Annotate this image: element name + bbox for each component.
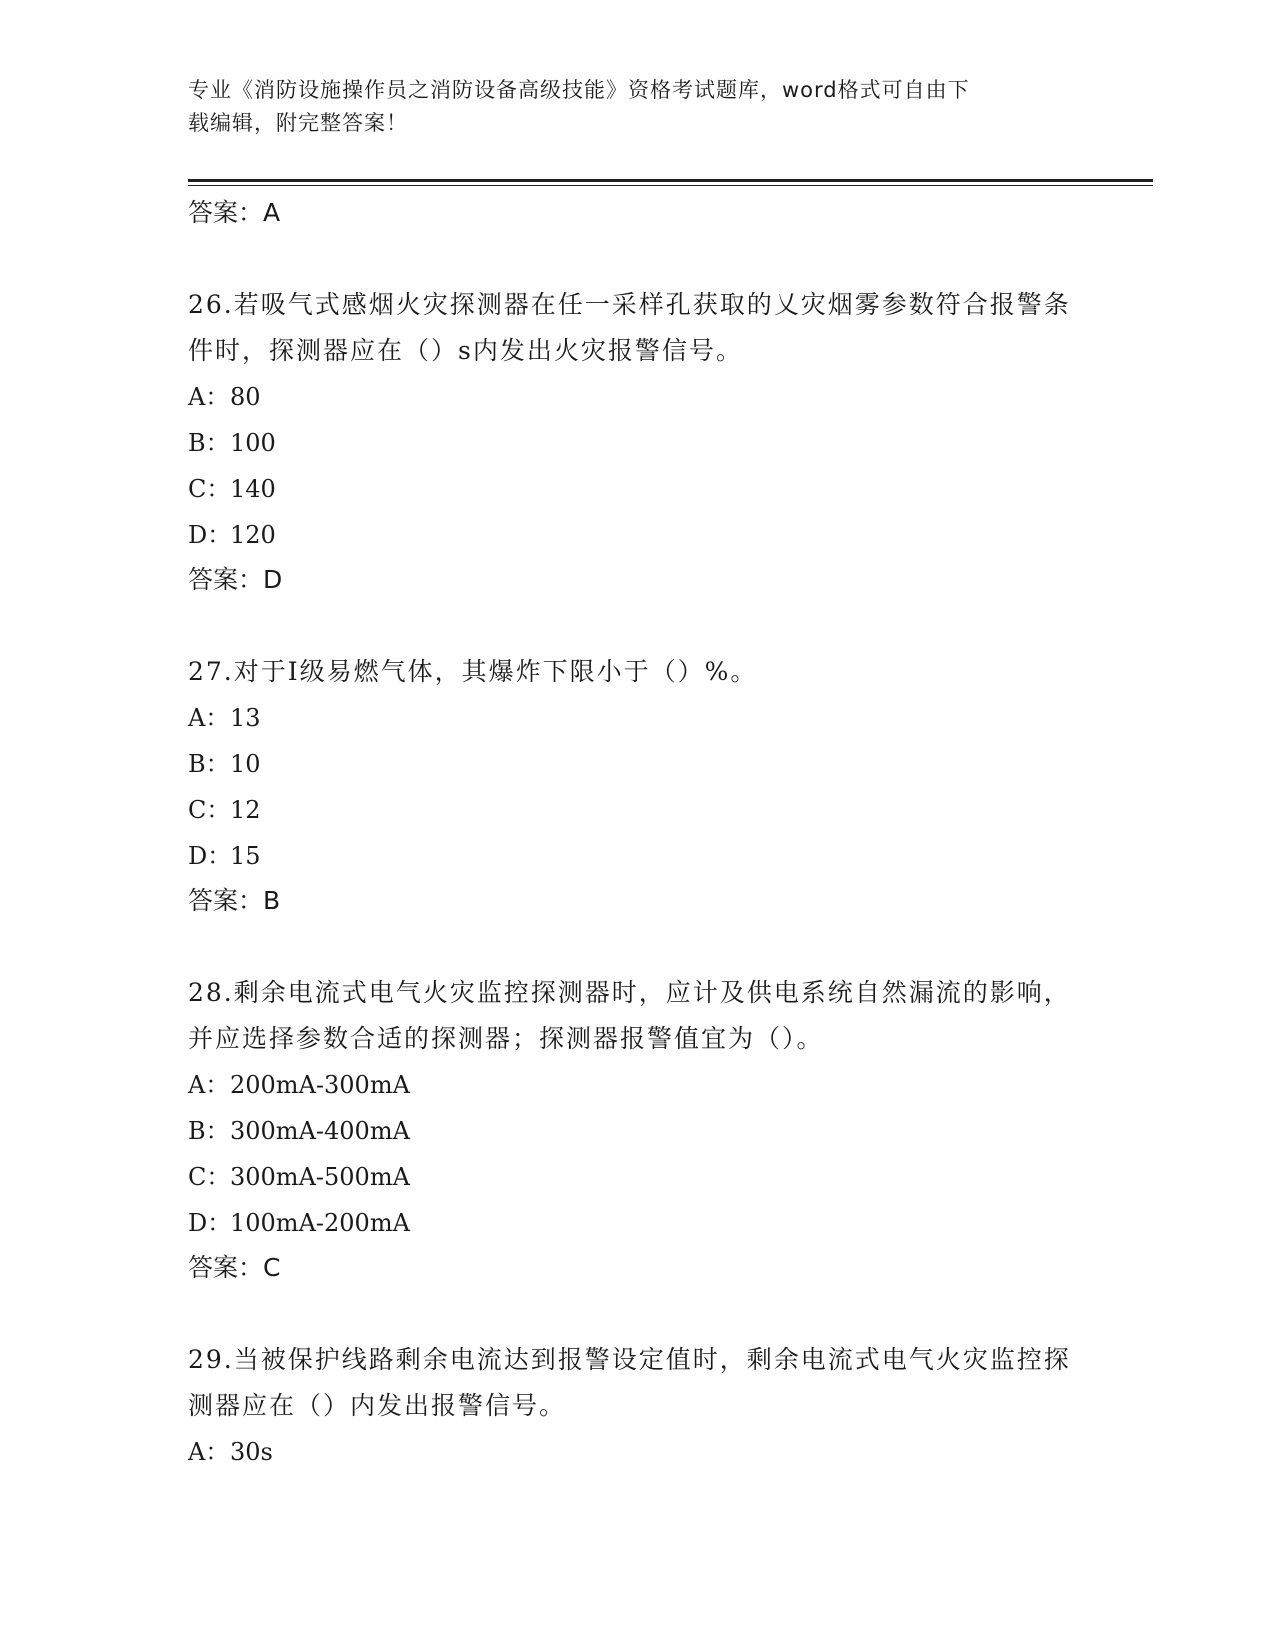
option-value: 300mA-500mA [230, 1163, 410, 1191]
header-line-2: 载编辑，附完整答案！ [188, 111, 408, 135]
header-rule-thick [188, 179, 1153, 182]
document-header [188, 74, 1068, 140]
option-value: 200mA-300mA [230, 1071, 410, 1099]
option-value: 80 [230, 383, 261, 411]
option-c [188, 466, 1088, 512]
answer-line: 答案：C [188, 1253, 281, 1282]
option-value: 10 [230, 750, 261, 778]
option-letter: C： [188, 796, 231, 824]
option-b [188, 420, 1088, 466]
option-a [188, 374, 1088, 420]
option-letter: D： [188, 1209, 232, 1237]
header-line-1: 专业《消防设施操作员之消防设备高级技能》资格考试题库，word格式可自由下 [188, 78, 970, 102]
option-c [188, 787, 1088, 833]
option-a [188, 695, 1088, 741]
question-item [188, 282, 1088, 602]
question-text: 27.对于Ⅰ级易燃气体，其爆炸下限小于（）%。 [188, 657, 758, 686]
header-rule-thin [188, 185, 1153, 186]
option-letter: C： [188, 1163, 231, 1191]
option-d [188, 833, 1088, 879]
option-d [188, 1200, 1088, 1246]
option-letter: A： [188, 1438, 230, 1466]
question-item [188, 649, 1088, 923]
option-value: 100 [230, 429, 276, 457]
option-letter: D： [188, 521, 232, 549]
answer-line: 答案：D [188, 565, 283, 594]
option-letter: C： [188, 475, 231, 503]
option-value: 100mA-200mA [230, 1209, 410, 1237]
option-value: 13 [230, 704, 261, 732]
option-value: 12 [230, 796, 261, 824]
option-a [188, 1062, 1088, 1108]
option-value: 300mA-400mA [230, 1117, 410, 1145]
option-value: 120 [230, 521, 276, 549]
option-letter: B： [188, 1117, 230, 1145]
question-item [188, 1337, 1088, 1475]
option-b [188, 1108, 1088, 1154]
option-a [188, 1429, 1088, 1475]
answer-line: 答案：A [188, 198, 281, 227]
option-letter: A： [188, 383, 230, 411]
option-c [188, 1154, 1088, 1200]
option-value: 140 [230, 475, 276, 503]
option-letter: A： [188, 1071, 230, 1099]
answer-line: 答案：B [188, 886, 281, 915]
question-item [188, 970, 1088, 1290]
option-value: 30s [230, 1438, 273, 1466]
option-letter: B： [188, 750, 230, 778]
option-b [188, 741, 1088, 787]
option-d [188, 512, 1088, 558]
question-text: 26.若吸气式感烟火灾探测器在任一采样孔获取的乂灾烟雾参数符合报警条件时，探测器应在（）s内发出火灾报警信号。 [188, 290, 1071, 365]
option-value: 15 [230, 842, 261, 870]
option-letter: A： [188, 704, 230, 732]
question-text: 28.剩余电流式电气火灾监控探测器时，应计及供电系统自然漏流的影响，并应选择参数合适的探测器；探测器报警值宜为（）。 [188, 978, 1071, 1053]
option-letter: B： [188, 429, 230, 457]
option-letter: D： [188, 842, 232, 870]
question-list [188, 191, 1088, 1475]
question-text: 29.当被保护线路剩余电流达到报警设定值时，剩余电流式电气火灾监控探测器应在（）内发出报警信号。 [188, 1345, 1071, 1420]
